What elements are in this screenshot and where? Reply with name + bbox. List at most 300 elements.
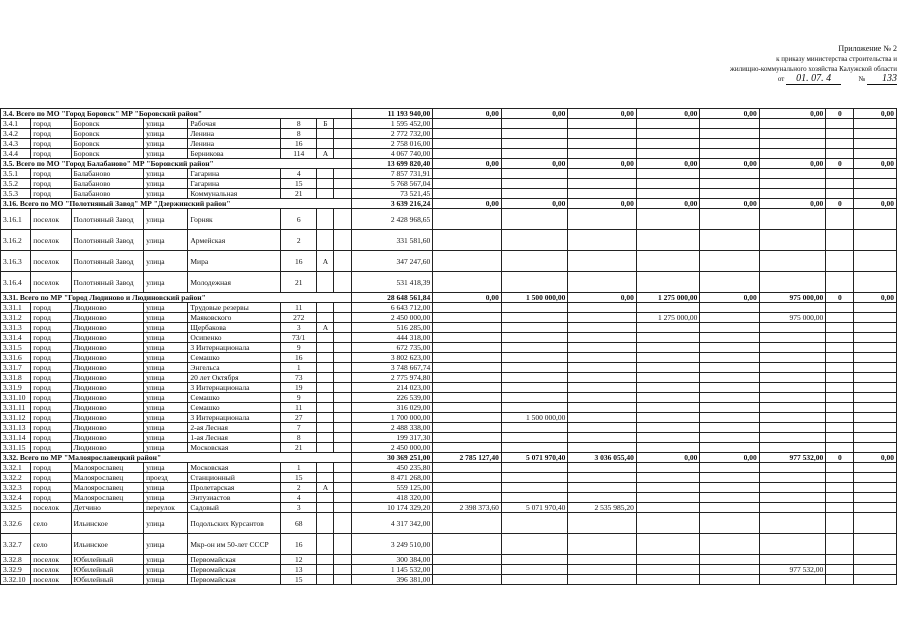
row-c4 — [636, 423, 699, 433]
house-letter — [317, 272, 334, 293]
row-number: 3.32.1 — [1, 463, 31, 473]
row-value: 6 643 712,00 — [351, 303, 433, 313]
street-type: улица — [144, 383, 188, 393]
row-number: 3.31.1 — [1, 303, 31, 313]
street-name: 3 Интернационала — [188, 383, 281, 393]
row-c3 — [568, 303, 637, 313]
row-c7 — [826, 323, 854, 333]
table-row — [1, 353, 897, 363]
row-number: 3.31.12 — [1, 413, 31, 423]
street-name: Энтузиастов — [188, 493, 281, 503]
house-letter — [317, 393, 334, 403]
row-c4 — [636, 565, 699, 575]
row-c1 — [433, 251, 502, 272]
row-number: 3.32.2 — [1, 473, 31, 483]
row-number: 3.31.10 — [1, 393, 31, 403]
street-type: улица — [144, 483, 188, 493]
house-letter — [317, 463, 334, 473]
row-number: 3.31.2 — [1, 313, 31, 323]
row-c1 — [433, 443, 502, 453]
group-c4: 1 275 000,00 — [636, 293, 699, 303]
row-c1 — [433, 139, 502, 149]
settlement-type: город — [31, 169, 71, 179]
row-c6 — [759, 433, 826, 443]
group-total: 30 369 251,00 — [351, 453, 433, 463]
row-c2 — [501, 483, 568, 493]
house-letter — [317, 139, 334, 149]
settlement-name: Людиново — [71, 423, 144, 433]
row-c6 — [759, 169, 826, 179]
row-value: 199 317,30 — [351, 433, 433, 443]
street-type: проезд — [144, 473, 188, 483]
house-letter — [317, 443, 334, 453]
row-value: 331 581,60 — [351, 230, 433, 251]
row-c8 — [854, 513, 897, 534]
settlement-type: город — [31, 179, 71, 189]
row-c8 — [854, 303, 897, 313]
settlement-type: город — [31, 303, 71, 313]
row-c8 — [854, 272, 897, 293]
row-c8 — [854, 129, 897, 139]
row-c8 — [854, 493, 897, 503]
table-row — [1, 149, 897, 159]
appendix-title: Приложение № 2 — [838, 44, 897, 53]
street-type: улица — [144, 363, 188, 373]
street-type: улица — [144, 313, 188, 323]
row-c5 — [700, 433, 759, 443]
empty-cell — [334, 473, 351, 483]
table-row — [1, 303, 897, 313]
row-c2 — [501, 139, 568, 149]
table-row — [1, 313, 897, 323]
row-c2 — [501, 443, 568, 453]
row-value: 4 317 342,00 — [351, 513, 433, 534]
row-value: 2 428 968,65 — [351, 209, 433, 230]
row-c8 — [854, 534, 897, 555]
row-c6 — [759, 503, 826, 513]
row-c3 — [568, 129, 637, 139]
row-c7 — [826, 272, 854, 293]
row-c8 — [854, 209, 897, 230]
row-c8 — [854, 179, 897, 189]
row-c7 — [826, 443, 854, 453]
group-c1: 2 785 127,40 — [433, 453, 502, 463]
row-c4 — [636, 129, 699, 139]
settlement-type: поселок — [31, 272, 71, 293]
table-row — [1, 433, 897, 443]
row-c3 — [568, 463, 637, 473]
house-number: 2 — [281, 483, 317, 493]
group-c8: 0,00 — [854, 453, 897, 463]
settlement-name: Людиново — [71, 313, 144, 323]
row-c8 — [854, 251, 897, 272]
group-c6: 0,00 — [759, 199, 826, 209]
group-c3: 0,00 — [568, 159, 637, 169]
group-title: 3.32. Всего по МР "Малоярославецкий район" — [1, 453, 352, 463]
row-c6 — [759, 129, 826, 139]
table-row — [1, 575, 897, 585]
house-letter — [317, 189, 334, 199]
street-type: улица — [144, 149, 188, 159]
house-letter — [317, 473, 334, 483]
row-c4 — [636, 189, 699, 199]
house-number: 4 — [281, 169, 317, 179]
group-total-row — [1, 293, 897, 303]
row-c1 — [433, 483, 502, 493]
street-type: улица — [144, 403, 188, 413]
order-date-line: от 01. 07. 4 № 133 — [777, 73, 897, 84]
row-number: 3.32.7 — [1, 534, 31, 555]
row-value: 418 320,00 — [351, 493, 433, 503]
street-name: Энгельса — [188, 363, 281, 373]
row-c5 — [700, 353, 759, 363]
house-number: 73/1 — [281, 333, 317, 343]
group-total: 13 699 820,40 — [351, 159, 433, 169]
row-c5 — [700, 534, 759, 555]
house-number: 6 — [281, 209, 317, 230]
row-value: 300 384,00 — [351, 555, 433, 565]
row-c5 — [700, 189, 759, 199]
house-number: 21 — [281, 272, 317, 293]
row-c4 — [636, 149, 699, 159]
settlement-type: город — [31, 189, 71, 199]
row-c8 — [854, 333, 897, 343]
row-c4 — [636, 503, 699, 513]
settlement-name: Полотняный Завод — [71, 251, 144, 272]
group-c6: 0,00 — [759, 159, 826, 169]
house-number: 12 — [281, 555, 317, 565]
settlement-name: Боровск — [71, 139, 144, 149]
row-c8 — [854, 313, 897, 323]
row-c7 — [826, 303, 854, 313]
document-header — [637, 44, 897, 85]
row-c8 — [854, 139, 897, 149]
row-c7 — [826, 463, 854, 473]
row-value: 2 450 000,00 — [351, 443, 433, 453]
empty-cell — [334, 555, 351, 565]
row-c6 — [759, 413, 826, 423]
row-c7 — [826, 555, 854, 565]
row-c5 — [700, 443, 759, 453]
house-letter — [317, 363, 334, 373]
settlement-name: Полотняный Завод — [71, 230, 144, 251]
street-name: Семашко — [188, 353, 281, 363]
group-c7: 0 — [826, 453, 854, 463]
row-c1 — [433, 555, 502, 565]
row-value: 2 772 732,00 — [351, 129, 433, 139]
row-c6 — [759, 534, 826, 555]
row-c5 — [700, 383, 759, 393]
street-name: Первомайская — [188, 555, 281, 565]
street-type: улица — [144, 169, 188, 179]
house-letter — [317, 230, 334, 251]
street-name: 3 Интернационала — [188, 413, 281, 423]
row-c8 — [854, 353, 897, 363]
row-c7 — [826, 383, 854, 393]
table-row — [1, 383, 897, 393]
street-type: улица — [144, 353, 188, 363]
row-c2 — [501, 230, 568, 251]
table-row — [1, 272, 897, 293]
group-c2: 0,00 — [501, 159, 568, 169]
program-table — [0, 108, 897, 585]
table-row — [1, 343, 897, 353]
settlement-name: Боровск — [71, 149, 144, 159]
row-c4 — [636, 443, 699, 453]
row-c5 — [700, 413, 759, 423]
row-c2 — [501, 333, 568, 343]
row-c4 — [636, 493, 699, 503]
settlement-name: Людиново — [71, 303, 144, 313]
row-c3 — [568, 403, 637, 413]
row-c1 — [433, 119, 502, 129]
row-value: 2 758 016,00 — [351, 139, 433, 149]
settlement-name: Людиново — [71, 413, 144, 423]
group-c7: 0 — [826, 109, 854, 119]
row-c3 — [568, 373, 637, 383]
settlement-type: поселок — [31, 565, 71, 575]
street-name: Семашко — [188, 393, 281, 403]
row-c7 — [826, 433, 854, 443]
row-c3 — [568, 473, 637, 483]
empty-cell — [334, 251, 351, 272]
house-number: 15 — [281, 575, 317, 585]
street-name: Московская — [188, 463, 281, 473]
group-c7: 0 — [826, 293, 854, 303]
row-c2 — [501, 534, 568, 555]
row-c3 — [568, 179, 637, 189]
row-number: 3.5.1 — [1, 169, 31, 179]
row-value: 214 023,00 — [351, 383, 433, 393]
group-c5: 0,00 — [700, 199, 759, 209]
house-number: 11 — [281, 303, 317, 313]
row-c2 — [501, 353, 568, 363]
row-number: 3.4.4 — [1, 149, 31, 159]
settlement-name: Людиново — [71, 363, 144, 373]
group-total-row — [1, 199, 897, 209]
row-c5 — [700, 513, 759, 534]
settlement-name: Людиново — [71, 433, 144, 443]
row-number: 3.31.4 — [1, 333, 31, 343]
empty-cell — [334, 230, 351, 251]
house-letter — [317, 353, 334, 363]
house-letter — [317, 129, 334, 139]
row-c6 — [759, 473, 826, 483]
row-c3 — [568, 513, 637, 534]
row-c7 — [826, 373, 854, 383]
table-row — [1, 503, 897, 513]
row-number: 3.16.1 — [1, 209, 31, 230]
row-c6 — [759, 272, 826, 293]
row-c7 — [826, 313, 854, 323]
street-type: переулок — [144, 503, 188, 513]
row-c5 — [700, 272, 759, 293]
row-c1 — [433, 323, 502, 333]
row-c7 — [826, 413, 854, 423]
table-row — [1, 373, 897, 383]
house-number: 19 — [281, 383, 317, 393]
row-c2 — [501, 575, 568, 585]
row-c7 — [826, 503, 854, 513]
row-c5 — [700, 493, 759, 503]
group-title: 3.16. Всего по МО "Полотняный Завод" МР "Дзержинский район" — [1, 199, 352, 209]
row-c8 — [854, 119, 897, 129]
row-c6 — [759, 373, 826, 383]
settlement-type: поселок — [31, 555, 71, 565]
row-number: 3.5.2 — [1, 179, 31, 189]
house-number: 68 — [281, 513, 317, 534]
row-c6 — [759, 555, 826, 565]
group-title: 3.5. Всего по МО "Город Балабаново" МР "Боровский район" — [1, 159, 352, 169]
row-number: 3.31.15 — [1, 443, 31, 453]
row-number: 3.32.9 — [1, 565, 31, 575]
street-name: Станционный — [188, 473, 281, 483]
row-c2 — [501, 473, 568, 483]
row-c2 — [501, 303, 568, 313]
row-c3 — [568, 209, 637, 230]
street-type: улица — [144, 343, 188, 353]
settlement-name: Людиново — [71, 353, 144, 363]
street-name: Мира — [188, 251, 281, 272]
group-c2: 5 071 970,40 — [501, 453, 568, 463]
row-c1: 2 398 373,60 — [433, 503, 502, 513]
row-c3 — [568, 323, 637, 333]
row-c4 — [636, 333, 699, 343]
settlement-name: Балабаново — [71, 189, 144, 199]
row-c7 — [826, 363, 854, 373]
row-c8 — [854, 565, 897, 575]
table-row — [1, 493, 897, 503]
row-c2 — [501, 119, 568, 129]
house-number: 73 — [281, 373, 317, 383]
row-c4 — [636, 139, 699, 149]
row-c1 — [433, 473, 502, 483]
row-c8 — [854, 575, 897, 585]
row-c7 — [826, 333, 854, 343]
street-type: улица — [144, 139, 188, 149]
settlement-name: Ильинское — [71, 534, 144, 555]
order-number: 133 — [867, 74, 897, 85]
row-c1 — [433, 423, 502, 433]
order-reference: к приказу министерства строительства и — [776, 55, 897, 63]
street-name: 2-ая Лесная — [188, 423, 281, 433]
row-c8 — [854, 503, 897, 513]
row-c4 — [636, 483, 699, 493]
row-value: 444 318,00 — [351, 333, 433, 343]
group-total: 11 193 940,00 — [351, 109, 433, 119]
row-c6 — [759, 230, 826, 251]
row-c7 — [826, 534, 854, 555]
group-c4: 0,00 — [636, 199, 699, 209]
row-c6 — [759, 139, 826, 149]
empty-cell — [334, 272, 351, 293]
row-c2 — [501, 149, 568, 159]
house-letter — [317, 343, 334, 353]
settlement-type: город — [31, 383, 71, 393]
row-c1 — [433, 129, 502, 139]
street-type: улица — [144, 555, 188, 565]
table-row — [1, 555, 897, 565]
empty-cell — [334, 209, 351, 230]
row-c5 — [700, 363, 759, 373]
row-c1 — [433, 149, 502, 159]
empty-cell — [334, 189, 351, 199]
street-type: улица — [144, 373, 188, 383]
row-c4 — [636, 393, 699, 403]
house-letter: Б — [317, 119, 334, 129]
row-c6 — [759, 303, 826, 313]
house-letter: А — [317, 149, 334, 159]
settlement-name: Людиново — [71, 323, 144, 333]
settlement-name: Юбилейный — [71, 555, 144, 565]
row-value: 1 595 452,00 — [351, 119, 433, 129]
row-c5 — [700, 323, 759, 333]
row-c7 — [826, 565, 854, 575]
settlement-name: Малоярославец — [71, 463, 144, 473]
settlement-type: город — [31, 393, 71, 403]
row-c7 — [826, 149, 854, 159]
row-c5 — [700, 373, 759, 383]
row-c1 — [433, 393, 502, 403]
settlement-type: город — [31, 313, 71, 323]
settlement-name: Балабаново — [71, 179, 144, 189]
row-c7 — [826, 423, 854, 433]
row-c3 — [568, 272, 637, 293]
row-c2 — [501, 373, 568, 383]
street-type: улица — [144, 534, 188, 555]
house-number: 16 — [281, 353, 317, 363]
street-name: 3 Интернационала — [188, 343, 281, 353]
house-letter — [317, 575, 334, 585]
row-c8 — [854, 433, 897, 443]
empty-cell — [334, 373, 351, 383]
row-c4 — [636, 353, 699, 363]
row-c3 — [568, 433, 637, 443]
row-c5 — [700, 169, 759, 179]
row-c6 — [759, 323, 826, 333]
settlement-type: город — [31, 413, 71, 423]
house-number: 8 — [281, 433, 317, 443]
row-c6 — [759, 251, 826, 272]
settlement-name: Малоярославец — [71, 483, 144, 493]
row-c6 — [759, 209, 826, 230]
house-number: 9 — [281, 343, 317, 353]
row-c7 — [826, 230, 854, 251]
row-c4 — [636, 373, 699, 383]
empty-cell — [334, 423, 351, 433]
settlement-type: село — [31, 534, 71, 555]
table-row — [1, 169, 897, 179]
house-number: 15 — [281, 179, 317, 189]
row-c3 — [568, 555, 637, 565]
row-c1 — [433, 513, 502, 534]
group-c6: 0,00 — [759, 109, 826, 119]
house-number: 3 — [281, 323, 317, 333]
settlement-type: поселок — [31, 503, 71, 513]
street-type: улица — [144, 189, 188, 199]
row-c2 — [501, 179, 568, 189]
row-c6: 977 532,00 — [759, 565, 826, 575]
settlement-type: город — [31, 119, 71, 129]
street-name: 20 лет Октября — [188, 373, 281, 383]
group-c2: 0,00 — [501, 199, 568, 209]
settlement-name: Детчино — [71, 503, 144, 513]
row-c1 — [433, 463, 502, 473]
row-number: 3.4.3 — [1, 139, 31, 149]
row-c4 — [636, 179, 699, 189]
row-c8 — [854, 323, 897, 333]
row-c4 — [636, 272, 699, 293]
